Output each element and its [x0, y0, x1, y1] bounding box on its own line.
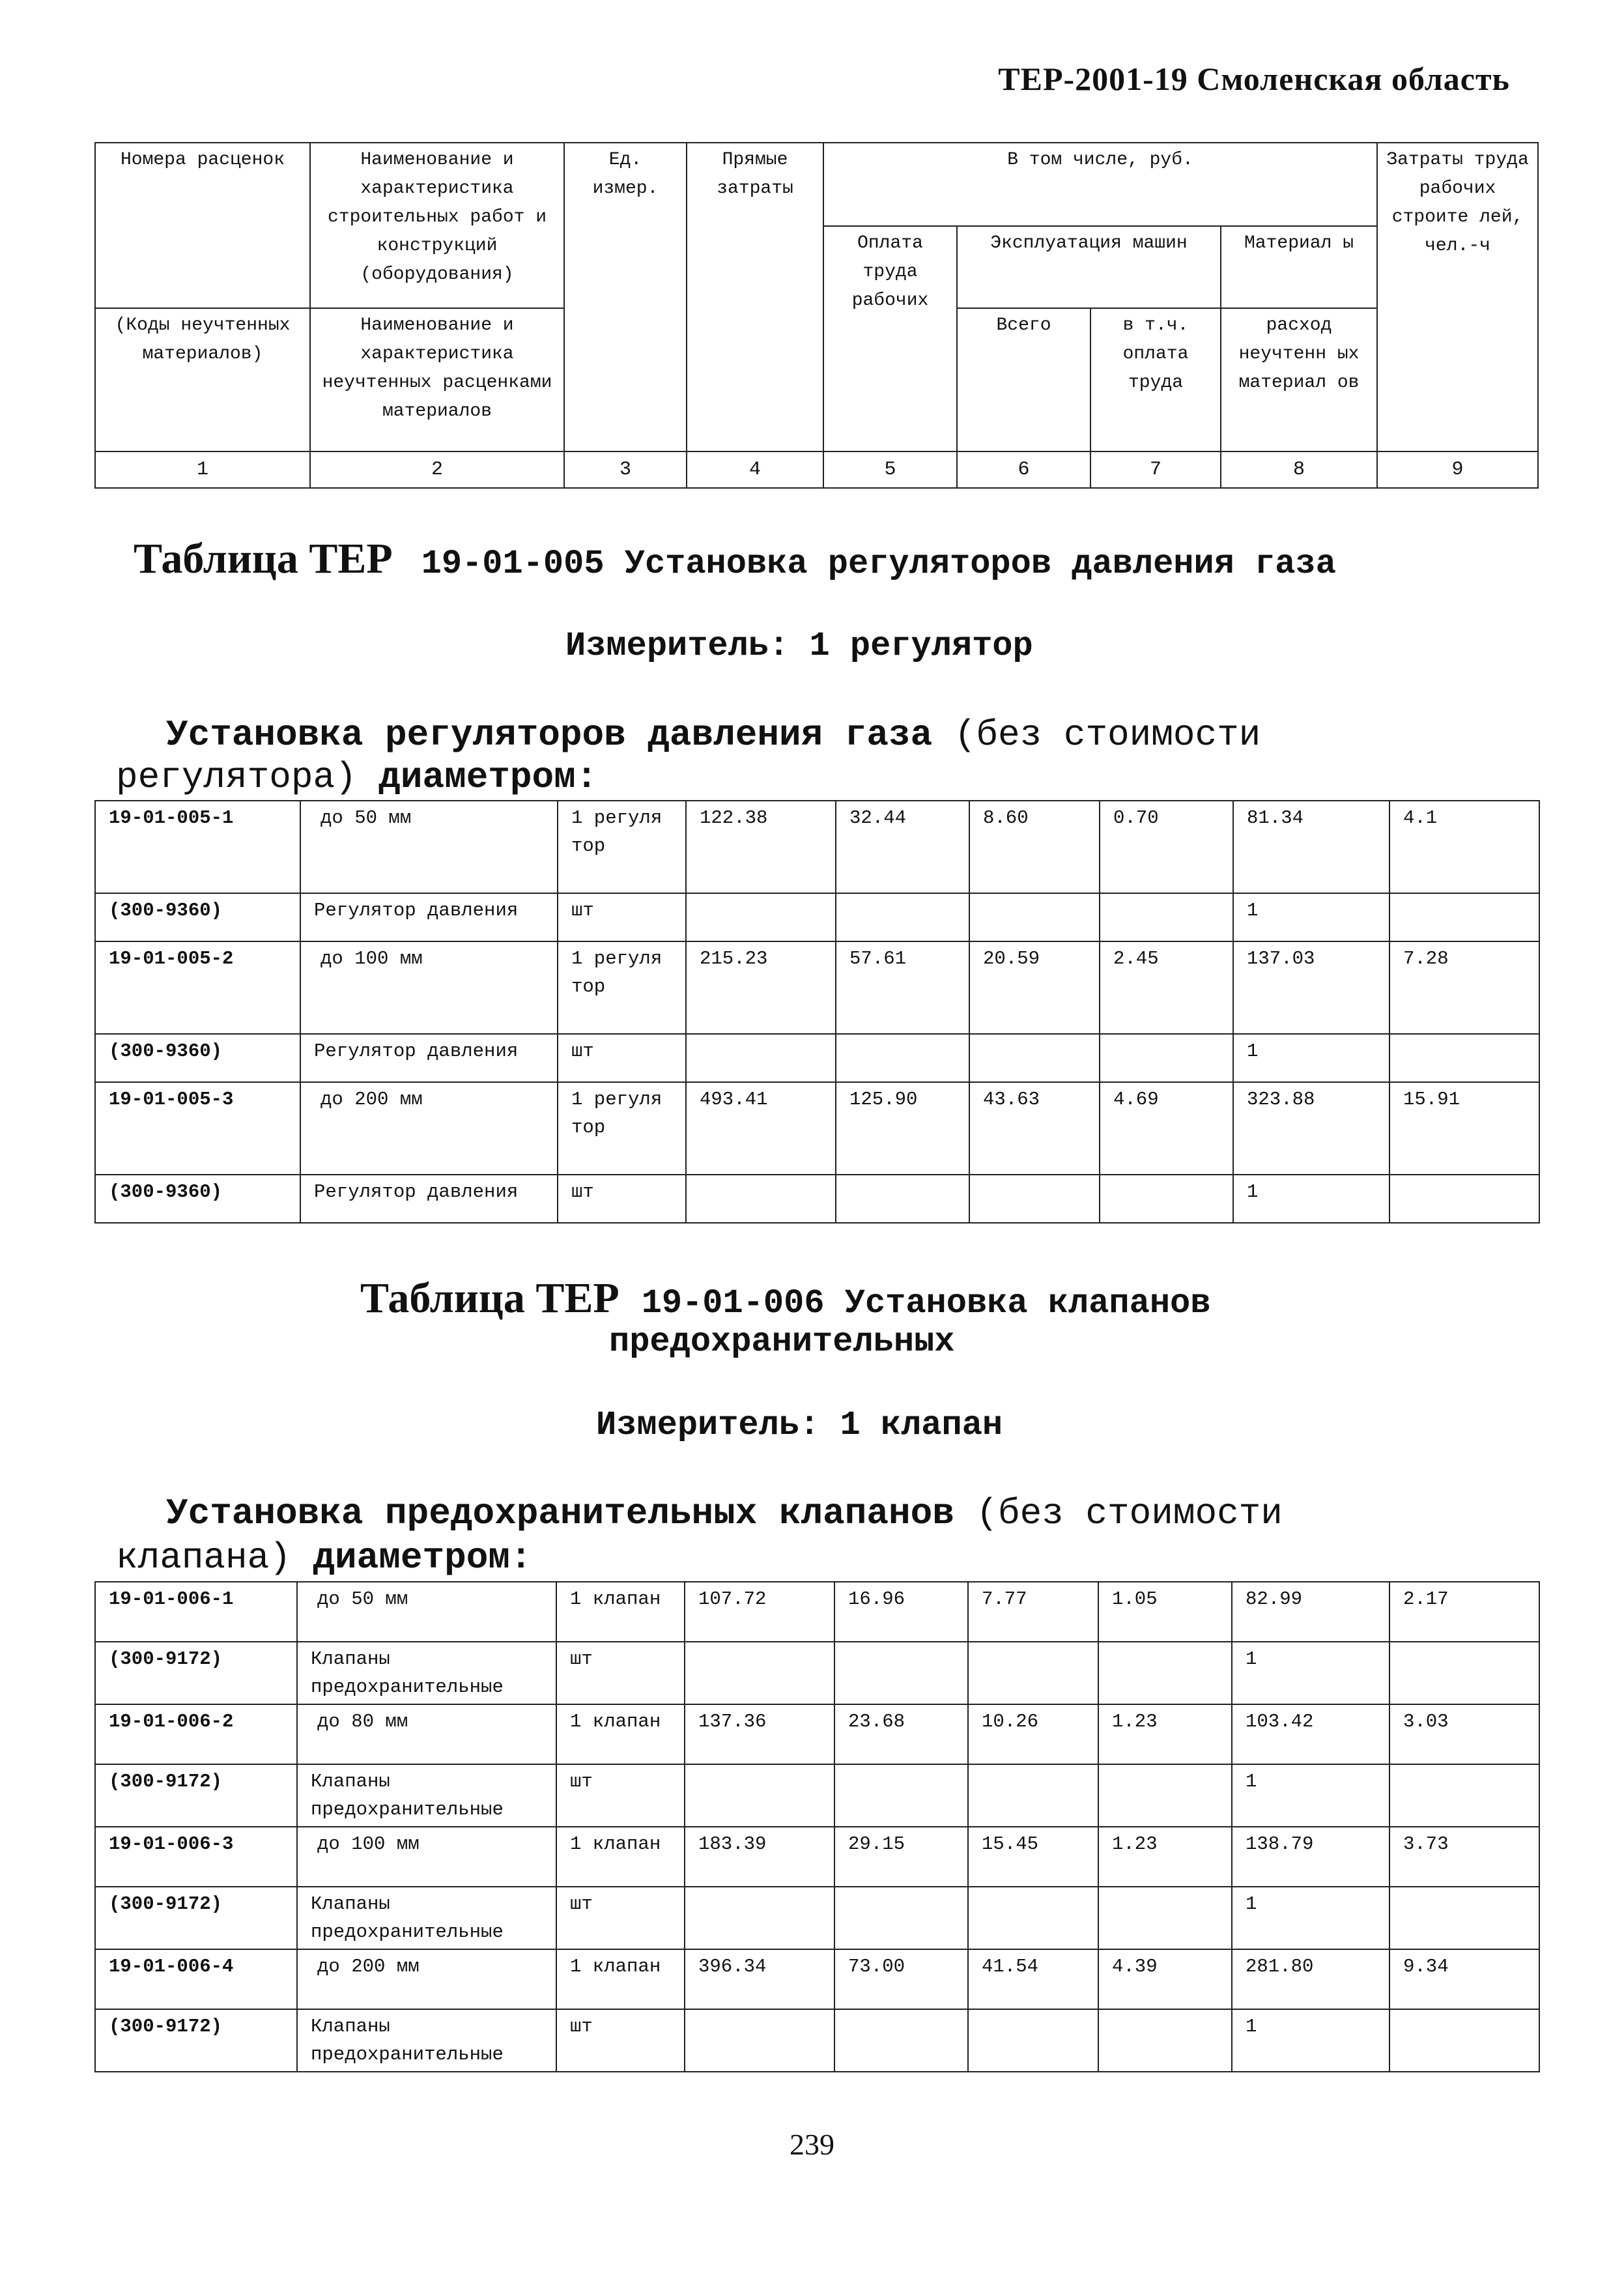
machines-labor-cell: 1.23	[1098, 1704, 1232, 1764]
labor-hours-cell	[1389, 1642, 1539, 1704]
machines-labor-cell: 0.70	[1100, 801, 1233, 893]
rate-code-cell: (300-9360)	[95, 1175, 300, 1223]
labor-pay-cell	[836, 893, 969, 941]
column-header-table	[94, 142, 1539, 489]
direct-cost-cell: 107.72	[685, 1582, 834, 1642]
table-row	[95, 1034, 1539, 1082]
column-number: 7	[1090, 451, 1221, 488]
rate-code-cell: (300-9172)	[95, 2009, 297, 2072]
materials-cell: 1	[1232, 1764, 1389, 1827]
column-number: 2	[310, 451, 564, 488]
materials-cell: 1	[1233, 893, 1389, 941]
header-rate-numbers: Номера расценок	[95, 143, 310, 308]
machines-cell: 8.60	[969, 801, 1100, 893]
machines-labor-cell	[1098, 1642, 1232, 1704]
table2-sub-rest: (без стоимости	[976, 1493, 1283, 1534]
labor-pay-cell	[834, 2009, 968, 2072]
table1-measure: Измеритель: 1 регулятор	[565, 627, 1033, 665]
unit-cell: шт	[556, 1764, 685, 1827]
machines-cell	[968, 1764, 1098, 1827]
header-machines-labor: в т.ч. оплата труда	[1090, 308, 1221, 451]
table-row	[95, 941, 1539, 1034]
labor-hours-cell	[1389, 2009, 1539, 2072]
machines-labor-cell	[1098, 2009, 1232, 2072]
labor-pay-cell	[834, 1764, 968, 1827]
table2-sub-line2-bold: диаметром:	[313, 1537, 532, 1579]
labor-hours-cell	[1389, 1764, 1539, 1827]
name-cell: до 50 мм	[297, 1582, 556, 1642]
page-number: 239	[790, 2128, 834, 2161]
table-row	[95, 1827, 1539, 1887]
materials-cell: 1	[1232, 2009, 1389, 2072]
direct-cost-cell: 122.38	[686, 801, 836, 893]
name-cell: Клапаны предохранительные	[297, 1887, 556, 1949]
labor-hours-cell: 7.28	[1389, 941, 1539, 1034]
labor-pay-cell	[836, 1034, 969, 1082]
unit-cell: 1 клапан	[556, 1827, 685, 1887]
rate-code-cell: (300-9172)	[95, 1764, 297, 1827]
table-row	[95, 1704, 1539, 1764]
table1-sub-line2-bold: диаметром:	[378, 756, 598, 798]
rate-code-cell: 19-01-005-1	[95, 801, 300, 893]
machines-cell: 15.45	[968, 1827, 1098, 1887]
machines-labor-cell	[1100, 893, 1233, 941]
table-row	[95, 893, 1539, 941]
unit-cell: шт	[558, 1034, 686, 1082]
direct-cost-cell: 183.39	[685, 1827, 834, 1887]
header-materials-consumption: расход неучтенн ых материал ов	[1221, 308, 1377, 451]
labor-pay-cell: 73.00	[834, 1949, 968, 2009]
labor-hours-cell: 3.73	[1389, 1827, 1539, 1887]
column-number: 8	[1221, 451, 1377, 488]
table1-data	[94, 800, 1540, 1224]
labor-hours-cell: 2.17	[1389, 1582, 1539, 1642]
direct-cost-cell	[685, 1764, 834, 1827]
machines-labor-cell	[1098, 1764, 1232, 1827]
table2-sub-bold: Установка предохранительных клапанов	[166, 1493, 954, 1534]
labor-hours-cell: 9.34	[1389, 1949, 1539, 2009]
name-cell: Регулятор давления	[300, 1175, 558, 1223]
machines-labor-cell: 1.23	[1098, 1827, 1232, 1887]
table1-sub-rest: (без стоимости	[954, 714, 1261, 756]
materials-cell: 281.80	[1232, 1949, 1389, 2009]
rate-code-cell: 19-01-006-2	[95, 1704, 297, 1764]
machines-cell: 10.26	[968, 1704, 1098, 1764]
direct-cost-cell	[685, 1642, 834, 1704]
machines-cell	[968, 1642, 1098, 1704]
table-row	[95, 1949, 1539, 2009]
unit-cell: 1 регуля тор	[558, 941, 686, 1034]
name-cell: Клапаны предохранительные	[297, 1764, 556, 1827]
rate-code-cell: (300-9360)	[95, 1034, 300, 1082]
unit-cell: шт	[558, 1175, 686, 1223]
table2-title-line2: предохранительных	[609, 1323, 955, 1361]
rate-code-cell: (300-9360)	[95, 893, 300, 941]
name-cell: до 100 мм	[300, 941, 558, 1034]
machines-cell	[969, 1034, 1100, 1082]
table-row	[95, 1175, 1539, 1223]
materials-cell: 137.03	[1233, 941, 1389, 1034]
labor-hours-cell	[1389, 1887, 1539, 1949]
machines-cell	[968, 2009, 1098, 2072]
column-number: 4	[687, 451, 823, 488]
labor-pay-cell: 57.61	[836, 941, 969, 1034]
header-work-name: Наименование и характеристика строительных работ и конструкций (оборудования)	[310, 143, 564, 308]
machines-cell: 20.59	[969, 941, 1100, 1034]
table2-sub-line2-plain: клапана)	[116, 1537, 291, 1579]
table2-title-text: 19-01-006 Установка клапанов	[641, 1284, 1211, 1323]
machines-cell	[969, 1175, 1100, 1223]
labor-pay-cell: 32.44	[836, 801, 969, 893]
machines-labor-cell	[1100, 1034, 1233, 1082]
name-cell: до 80 мм	[297, 1704, 556, 1764]
labor-hours-cell	[1389, 1175, 1539, 1223]
header-labor-pay: Оплата труда рабочих	[823, 226, 957, 451]
column-number: 6	[957, 451, 1090, 488]
materials-cell: 82.99	[1232, 1582, 1389, 1642]
header-material-codes: (Коды неучтенных материалов)	[95, 308, 310, 451]
name-cell: до 200 мм	[297, 1949, 556, 2009]
rate-code-cell: (300-9172)	[95, 1642, 297, 1704]
unit-cell: 1 клапан	[556, 1704, 685, 1764]
direct-cost-cell: 396.34	[685, 1949, 834, 2009]
name-cell: Регулятор давления	[300, 893, 558, 941]
table1-title	[134, 534, 1336, 584]
name-cell: до 200 мм	[300, 1082, 558, 1175]
name-cell: до 50 мм	[300, 801, 558, 893]
labor-hours-cell: 3.03	[1389, 1704, 1539, 1764]
header-material-names: Наименование и характеристика неучтенных расценками материалов	[310, 308, 564, 451]
unit-cell: шт	[558, 893, 686, 941]
machines-labor-cell: 2.45	[1100, 941, 1233, 1034]
table1-subheading	[166, 713, 1261, 756]
materials-cell: 1	[1232, 1642, 1389, 1704]
unit-cell: 1 регуля тор	[558, 801, 686, 893]
machines-cell: 41.54	[968, 1949, 1098, 2009]
rate-code-cell: (300-9172)	[95, 1887, 297, 1949]
running-header: ТЕР-2001-19 Смоленская область	[998, 61, 1510, 97]
materials-cell: 323.88	[1233, 1082, 1389, 1175]
table2-title-prefix: Таблица ТЕР	[360, 1274, 620, 1322]
direct-cost-cell	[686, 1034, 836, 1082]
labor-hours-cell	[1389, 893, 1539, 941]
column-number: 3	[564, 451, 687, 488]
header-unit: Ед. измер.	[564, 143, 687, 451]
labor-pay-cell: 23.68	[834, 1704, 968, 1764]
table-row	[95, 1082, 1539, 1175]
direct-cost-cell: 137.36	[685, 1704, 834, 1764]
table1-title-prefix: Таблица ТЕР	[134, 535, 393, 582]
rate-code-cell: 19-01-005-2	[95, 941, 300, 1034]
machines-labor-cell	[1100, 1175, 1233, 1223]
rate-code-cell: 19-01-006-4	[95, 1949, 297, 2009]
header-including: В том числе, руб.	[823, 143, 1377, 226]
table2-data	[94, 1581, 1540, 2072]
name-cell: Клапаны предохранительные	[297, 2009, 556, 2072]
header-machines-total: Всего	[957, 308, 1090, 451]
name-cell: до 100 мм	[297, 1827, 556, 1887]
machines-cell: 7.77	[968, 1582, 1098, 1642]
unit-cell: шт	[556, 1642, 685, 1704]
direct-cost-cell	[686, 893, 836, 941]
materials-cell: 1	[1233, 1034, 1389, 1082]
materials-cell: 81.34	[1233, 801, 1389, 893]
direct-cost-cell: 215.23	[686, 941, 836, 1034]
materials-cell: 1	[1232, 1887, 1389, 1949]
rate-code-cell: 19-01-005-3	[95, 1082, 300, 1175]
materials-cell: 103.42	[1232, 1704, 1389, 1764]
labor-pay-cell	[836, 1175, 969, 1223]
table2-measure: Измеритель: 1 клапан	[596, 1406, 1003, 1444]
table2-subheading-line2	[116, 1536, 532, 1579]
direct-cost-cell	[686, 1175, 836, 1223]
table1-title-text: 19-01-005 Установка регуляторов давления газа	[421, 545, 1336, 583]
table-row	[95, 801, 1539, 893]
table1-sub-line2-plain: регулятора)	[116, 756, 357, 798]
unit-cell: 1 клапан	[556, 1949, 685, 2009]
machines-cell	[968, 1887, 1098, 1949]
table-row	[95, 1582, 1539, 1642]
labor-pay-cell: 16.96	[834, 1582, 968, 1642]
materials-cell: 1	[1233, 1175, 1389, 1223]
labor-pay-cell: 29.15	[834, 1827, 968, 1887]
labor-hours-cell: 4.1	[1389, 801, 1539, 893]
direct-cost-cell: 493.41	[686, 1082, 836, 1175]
unit-cell: 1 регуля тор	[558, 1082, 686, 1175]
machines-labor-cell	[1098, 1887, 1232, 1949]
column-number: 5	[823, 451, 957, 488]
labor-pay-cell	[834, 1642, 968, 1704]
machines-labor-cell: 4.39	[1098, 1949, 1232, 2009]
rate-code-cell: 19-01-006-3	[95, 1827, 297, 1887]
labor-pay-cell: 125.90	[836, 1082, 969, 1175]
name-cell: Регулятор давления	[300, 1034, 558, 1082]
table2-subheading	[166, 1492, 1283, 1535]
labor-hours-cell	[1389, 1034, 1539, 1082]
table-row	[95, 1764, 1539, 1827]
name-cell: Клапаны предохранительные	[297, 1642, 556, 1704]
machines-cell: 43.63	[969, 1082, 1100, 1175]
table2-title	[360, 1274, 1210, 1323]
machines-labor-cell: 4.69	[1100, 1082, 1233, 1175]
machines-cell	[969, 893, 1100, 941]
unit-cell: шт	[556, 1887, 685, 1949]
machines-labor-cell: 1.05	[1098, 1582, 1232, 1642]
table1-subheading-line2	[116, 756, 597, 799]
column-number: 9	[1377, 451, 1538, 488]
header-direct-costs: Прямые затраты	[687, 143, 823, 451]
header-machine-operation: Эксплуатация машин	[957, 226, 1221, 308]
labor-pay-cell	[834, 1887, 968, 1949]
direct-cost-cell	[685, 1887, 834, 1949]
materials-cell: 138.79	[1232, 1827, 1389, 1887]
labor-hours-cell: 15.91	[1389, 1082, 1539, 1175]
direct-cost-cell	[685, 2009, 834, 2072]
rate-code-cell: 19-01-006-1	[95, 1582, 297, 1642]
table-row	[95, 2009, 1539, 2072]
unit-cell: шт	[556, 2009, 685, 2072]
table1-sub-bold: Установка регуляторов давления газа	[166, 714, 933, 756]
unit-cell: 1 клапан	[556, 1582, 685, 1642]
table-row	[95, 1642, 1539, 1704]
header-labor-hours: Затраты труда рабочих строите лей, чел.-ч	[1377, 143, 1538, 451]
column-number: 1	[95, 451, 310, 488]
table-row	[95, 1887, 1539, 1949]
header-materials: Материал ы	[1221, 226, 1377, 308]
